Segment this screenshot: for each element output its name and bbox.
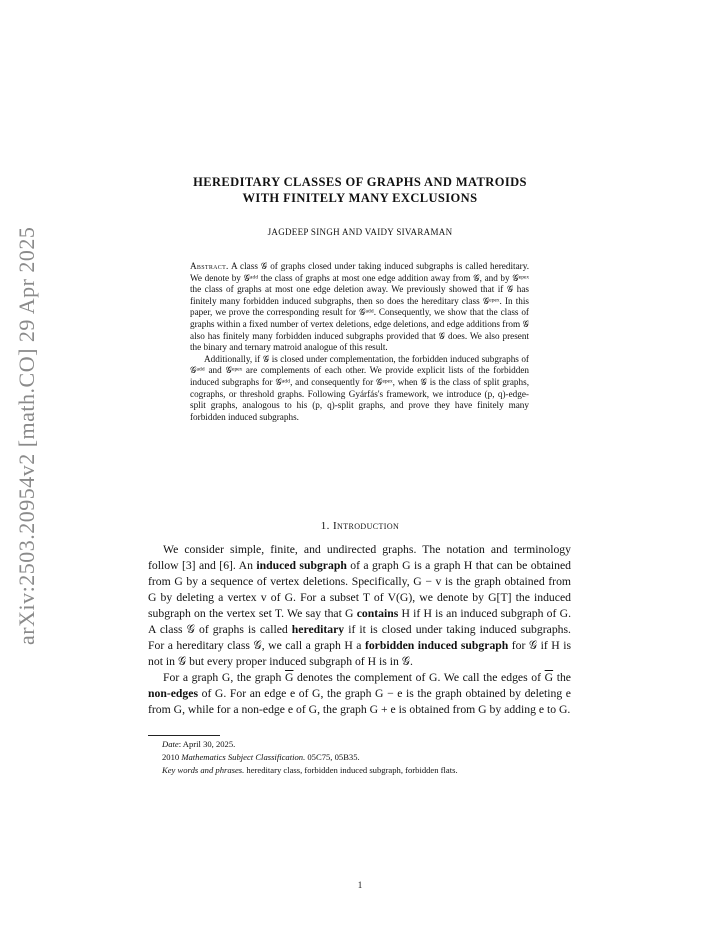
term-contains: contains bbox=[356, 607, 399, 620]
title-line-1: HEREDITARY CLASSES OF GRAPHS AND MATROIDS bbox=[193, 175, 527, 189]
footnote-rule bbox=[148, 735, 220, 736]
paper-title bbox=[150, 174, 570, 206]
body-text-span: of a graph G is a graph H that can be obtained from G by a sequence of vertex deletions. Specifically, G − v is the graph obtained from G by deleting a vertex v of G. For a subset T of V(G), we denote by G[T] the induced subgraph on the vertex set T. We say that G bbox=[148, 559, 572, 620]
term-induced-subgraph: induced subgraph bbox=[256, 559, 347, 572]
msc-value: 05C75, 05B35. bbox=[305, 752, 360, 762]
body-text-span: For a graph G, the graph bbox=[163, 671, 285, 684]
abstract-heading: Abstract. bbox=[190, 261, 229, 271]
arxiv-stamp: arXiv:2503.20954v2 [math.CO] 29 Apr 2025 bbox=[14, 226, 39, 645]
section-heading: 1. Introduction bbox=[320, 520, 400, 532]
msc-italic: Mathematics Subject Classification. bbox=[181, 752, 306, 762]
keywords-value: hereditary class, forbidden induced subgraph, forbidden flats. bbox=[244, 765, 458, 775]
body-paragraph-2 bbox=[148, 670, 571, 718]
footnote-date bbox=[162, 738, 572, 751]
title-line-2: WITH FINITELY MANY EXCLUSIONS bbox=[242, 191, 478, 205]
footnotes bbox=[162, 738, 572, 777]
complement-symbol: $\overline{G}$ bbox=[284, 671, 294, 684]
footnote-keywords bbox=[162, 764, 572, 777]
page-number: 1 bbox=[357, 880, 363, 890]
body-text-span: denotes the complement of G. We call the edges of bbox=[293, 671, 545, 684]
complement-symbol: $\overline{G}$ bbox=[544, 671, 554, 684]
date-label: Date bbox=[162, 739, 179, 749]
body-text-span: We consider simple, finite, and undirected graphs. The notation and terminology follow [3] and [6]. An bbox=[148, 543, 571, 572]
abstract bbox=[190, 261, 529, 423]
abstract-paragraph-2: Additionally, if 𝒢 is closed under complementation, the forbidden induced subgraphs of 𝒢ᵃᵈᵈ and 𝒢ᵉᵖᵉˣ are complements of each other. We provide explicit lists of the forbidden induced subgraphs for 𝒢ᵃᵈᵈ, and consequently for 𝒢ᵉᵖᵉˣ, when 𝒢 is the class of split graphs, cographs, or threshold graphs. Following Gyárfás's framework, we introduce (p, q)-edge-split graphs, analogous to his (p, q)-split graphs, and prove they have finitely many forbidden induced subgraphs. bbox=[190, 353, 529, 422]
abstract-paragraph-1 bbox=[190, 261, 529, 354]
body-text-span: for 𝒢 if H is not in 𝒢 but every proper induced subgraph of H is in 𝒢. bbox=[148, 639, 572, 668]
term-non-edges: non-edges bbox=[148, 687, 199, 700]
body-text-span: of G. For an edge e of G, the graph G − e is the graph obtained by deleting e from G, while for a non-edge e of G, the graph G + e is obtained from G by adding e to G. bbox=[148, 687, 571, 716]
abstract-text-1: A class 𝒢 of graphs closed under taking induced subgraphs is called hereditary. We denote by 𝒢ᵃᵈᵈ the class of graphs at most one edge addition away from 𝒢, and by 𝒢ᵉᵖᵉˣ the class of graphs at most one edge deletion away. We previously showed that if 𝒢 has finitely many forbidden induced subgraphs, then so does the hereditary class 𝒢ᵉᵖᵉˣ. In this paper, we prove the corresponding result for 𝒢ᵃᵈᵈ. Consequently, we show that the class of graphs within a fixed number of vertex deletions, edge deletions, and edge additions from 𝒢 also has finitely many forbidden induced subgraphs provided that 𝒢 does. We also present the binary and ternary matroid analogue of this result. bbox=[190, 261, 530, 353]
body-text-span: the bbox=[553, 671, 571, 684]
body-text bbox=[148, 542, 571, 718]
authors: JAGDEEP SINGH AND VAIDY SIVARAMAN bbox=[267, 227, 453, 237]
footnote-msc bbox=[162, 751, 572, 764]
body-text-span: if it is closed under taking induced subgraphs. For a hereditary class 𝒢, we call a graph H a bbox=[148, 623, 571, 652]
term-hereditary: hereditary bbox=[291, 623, 345, 636]
keywords-label: Key words and phrases. bbox=[162, 765, 245, 775]
date-value: : April 30, 2025. bbox=[178, 739, 236, 749]
term-forbidden-induced-subgraph: forbidden induced subgraph bbox=[364, 639, 509, 652]
body-paragraph-1 bbox=[148, 542, 571, 670]
body-text-span: H if H is an induced subgraph of G. A class 𝒢 of graphs is called bbox=[148, 607, 571, 636]
msc-label: 2010 bbox=[162, 752, 182, 762]
